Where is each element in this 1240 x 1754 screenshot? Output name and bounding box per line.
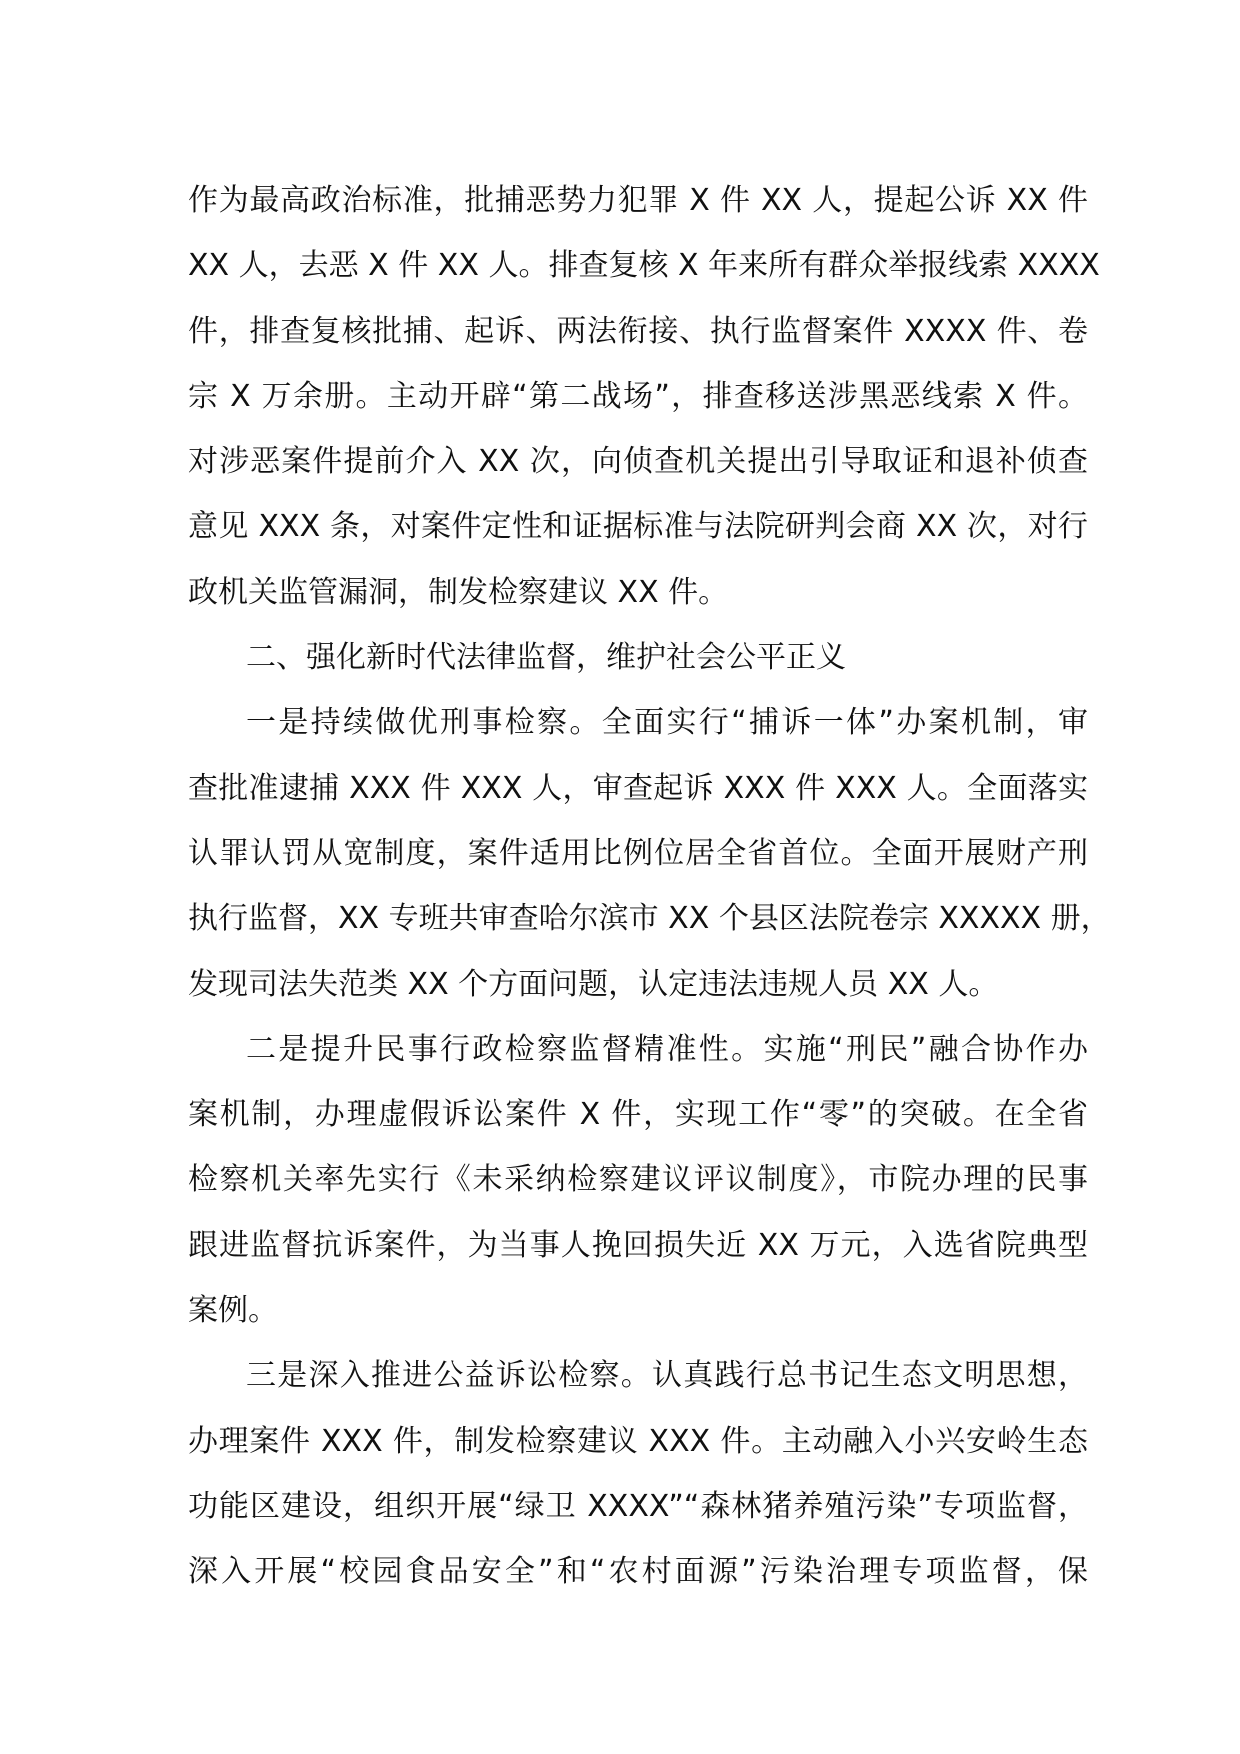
text-line: 认罪认罚从宽制度，案件适用比例位居全省首位。全面开展财产刑 xyxy=(188,835,1088,871)
text-line: 作为最高政治标准，批捕恶势力犯罪 X 件 XX 人，提起公诉 XX 件 xyxy=(188,183,1088,218)
text-line: XX 人，去恶 X 件 XX 人。排查复核 X 年来所有群众举报线索 XXXX xyxy=(188,248,1100,284)
paragraph-p3 xyxy=(188,1017,1088,1343)
body-text xyxy=(188,168,1111,1605)
text-line: 意见 XXX 条，对案件定性和证据标准与法院研判会商 XX 次，对行 xyxy=(188,509,1088,545)
text-line: 发现司法失范类 XX 个方面问题，认定违法违规人员 XX 人。 xyxy=(188,966,999,1002)
text-line: 功能区建设，组织开展“绿卫 XXXX”“森林猪养殖污染”专项监督， xyxy=(188,1488,1088,1524)
text-line: 跟进监督抗诉案件，为当事人挽回损失近 XX 万元，入选省院典型 xyxy=(188,1227,1088,1263)
text-line: 检察机关率先实行《未采纳检察建议评议制度》，市院办理的民事 xyxy=(188,1162,1088,1198)
text-line: 一是持续做优刑事检察。全面实行“捕诉一体”办案机制，审 xyxy=(246,705,1088,741)
text-line: 三是深入推进公益诉讼检察。认真践行总书记生态文明思想， xyxy=(246,1358,1088,1394)
text-line: 办理案件 XXX 件，制发检察建议 XXX 件。主动融入小兴安岭生态 xyxy=(188,1423,1088,1459)
text-line: 对涉恶案件提前介入 XX 次，向侦查机关提出引导取证和退补侦查 xyxy=(188,444,1088,480)
text-line: 案例。 xyxy=(188,1293,278,1329)
paragraph-p2 xyxy=(188,690,1111,1016)
section-heading xyxy=(188,625,1088,690)
text-line: 政机关监管漏洞，制发检察建议 XX 件。 xyxy=(188,574,729,610)
text-line: 深入开展“校园食品安全”和“农村面源”污染治理专项监督，保 xyxy=(188,1554,1088,1590)
text-line: 件，排查复核批捕、起诉、两法衔接、执行监督案件 XXXX 件、卷 xyxy=(188,313,1088,349)
paragraph-p1 xyxy=(188,168,1100,625)
heading-line: 二、强化新时代法律监督，维护社会公平正义 xyxy=(246,640,846,676)
text-line: 执行监督，XX 专班共审查哈尔滨市 XX 个县区法院卷宗 XXXXX 册， xyxy=(188,901,1111,937)
text-line: 二是提升民事行政检察监督精准性。实施“刑民”融合协作办 xyxy=(246,1031,1088,1067)
text-line: 宗 X 万余册。主动开辟“第二战场”，排查移送涉黑恶线索 X 件。 xyxy=(188,378,1088,414)
text-line: 查批准逮捕 XXX 件 XXX 人，审查起诉 XXX 件 XXX 人。全面落实 xyxy=(188,770,1088,806)
text-line: 案机制，办理虚假诉讼案件 X 件，实现工作“零”的突破。在全省 xyxy=(188,1097,1088,1133)
paragraph-p4 xyxy=(188,1343,1088,1604)
